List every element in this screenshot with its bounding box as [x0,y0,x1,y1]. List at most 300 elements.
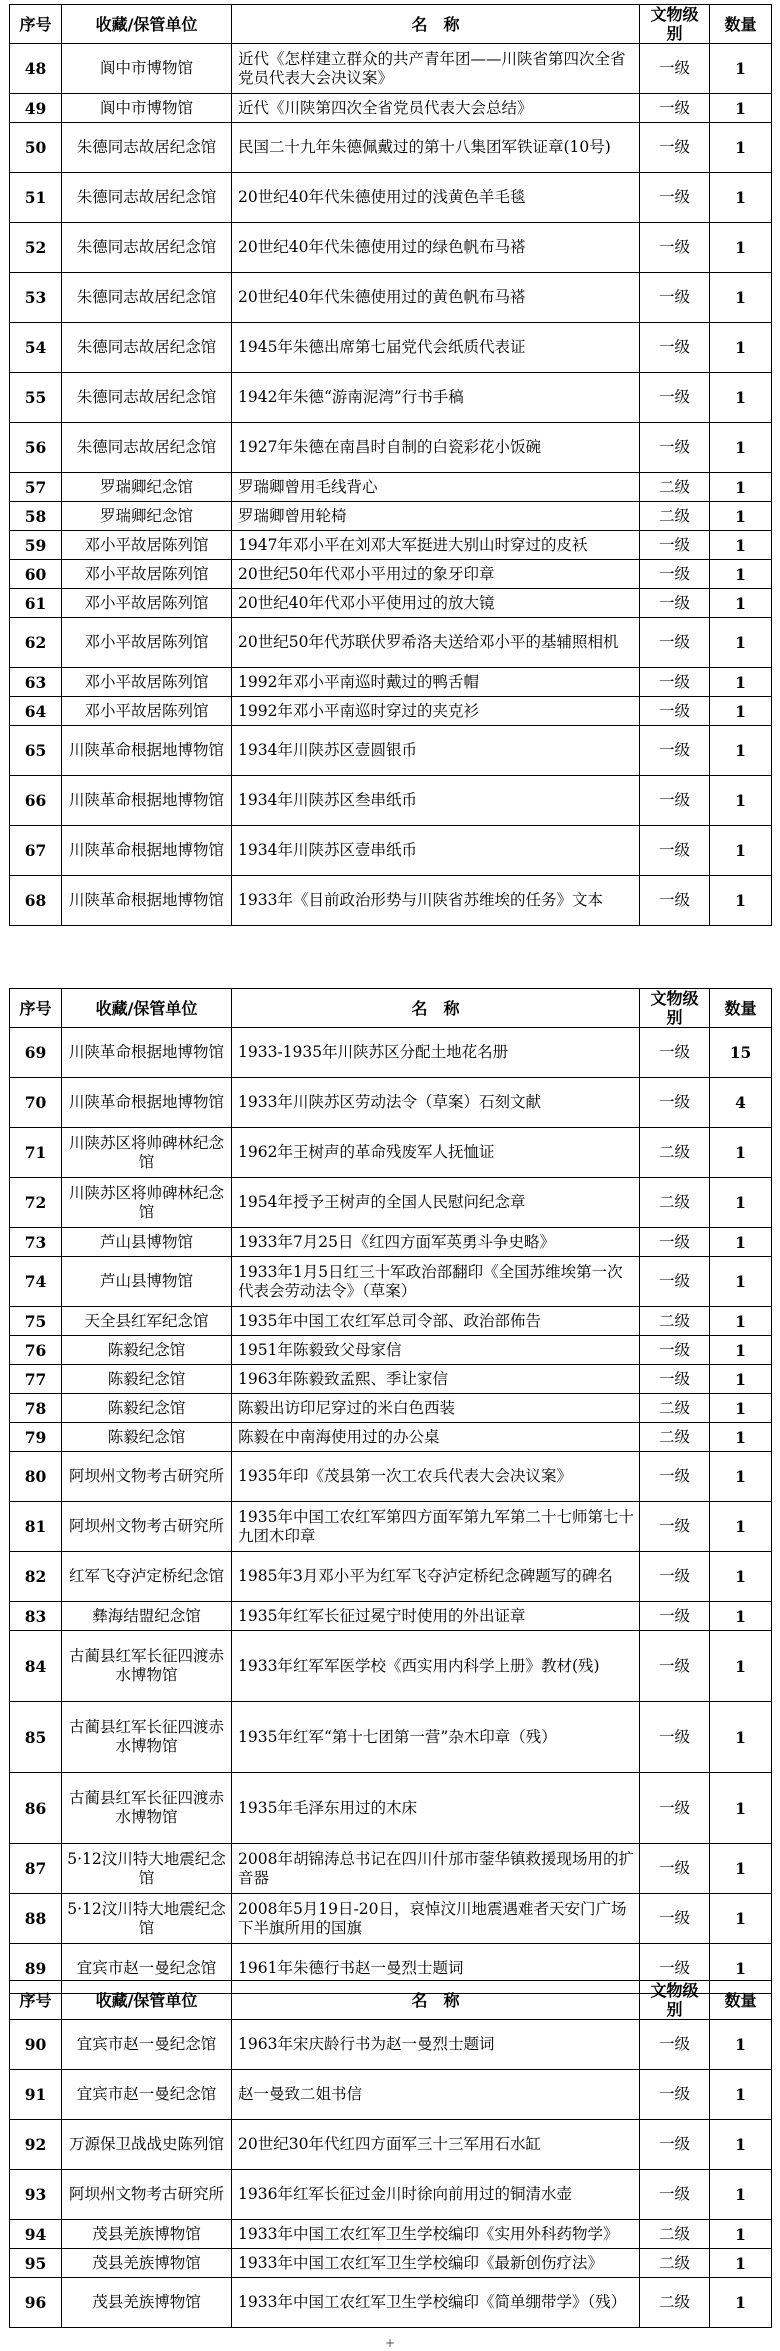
cell-no: 91 [10,2070,62,2120]
cell-unit: 古蔺县红军长征四渡赤水博物馆 [62,1773,232,1844]
cell-grade: 二级 [640,2278,710,2328]
header-qty: 数量 [710,5,772,44]
table-row [10,618,772,668]
relics-table [9,4,772,926]
cell-qty: 1 [710,776,772,826]
cell-name: 赵一曼致二姐书信 [232,2070,640,2120]
table-row [10,123,772,173]
cell-unit: 川陕革命根据地博物馆 [62,1078,232,1128]
cell-no: 95 [10,2249,62,2278]
cell-no: 63 [10,668,62,697]
cell-qty: 1 [710,560,772,589]
cell-unit: 古蔺县红军长征四渡赤水博物馆 [62,1702,232,1773]
cell-grade: 一级 [640,1452,710,1502]
cell-unit: 万源保卫战战史陈列馆 [62,2120,232,2170]
cell-unit: 茂县羌族博物馆 [62,2278,232,2328]
cell-no: 86 [10,1773,62,1844]
cell-no: 96 [10,2278,62,2328]
table-row [10,2278,772,2328]
cell-no: 90 [10,2020,62,2070]
cell-no: 66 [10,776,62,826]
cell-grade: 二级 [640,1178,710,1228]
cell-unit: 5·12汶川特大地震纪念馆 [62,1844,232,1894]
cell-qty: 1 [710,1552,772,1602]
cell-unit: 陈毅纪念馆 [62,1336,232,1365]
header-name: 名 称 [232,989,640,1028]
table-row [10,2070,772,2120]
cell-no: 70 [10,1078,62,1128]
cell-name: 20世纪50年代苏联伏罗希洛夫送给邓小平的基辅照相机 [232,618,640,668]
cell-qty: 1 [710,502,772,531]
table-row [10,1228,772,1257]
cell-name: 1927年朱德在南昌时自制的白瓷彩花小饭碗 [232,423,640,473]
cell-name: 1935年中国工农红军总司令部、政治部佈告 [232,1307,640,1336]
cell-qty: 1 [710,1502,772,1552]
cell-unit: 川陕革命根据地博物馆 [62,726,232,776]
header-qty: 数量 [710,989,772,1028]
table-row [10,502,772,531]
cell-unit: 彝海结盟纪念馆 [62,1602,232,1631]
cell-unit: 芦山县博物馆 [62,1257,232,1307]
header-no: 序号 [10,1981,62,2020]
cell-name: 陈毅在中南海使用过的办公桌 [232,1423,640,1452]
cell-unit: 阿坝州文物考古研究所 [62,2170,232,2220]
cell-unit: 茂县羌族博物馆 [62,2249,232,2278]
table-row [10,223,772,273]
cell-name: 近代《川陕第四次全省党员代表大会总结》 [232,94,640,123]
cell-no: 69 [10,1028,62,1078]
cell-name: 1962年王树声的革命残废军人抚恤证 [232,1128,640,1178]
cell-unit: 芦山县博物馆 [62,1228,232,1257]
cell-unit: 朱德同志故居纪念馆 [62,223,232,273]
cell-qty: 1 [710,123,772,173]
header-name: 名 称 [232,1981,640,2020]
cell-grade: 一级 [640,1702,710,1773]
cell-grade: 一级 [640,323,710,373]
cell-qty: 1 [710,373,772,423]
cell-no: 53 [10,273,62,323]
cell-name: 1935年印《茂县第一次工农兵代表大会决议案》 [232,1452,640,1502]
cell-no: 78 [10,1394,62,1423]
cell-qty: 1 [710,273,772,323]
cell-qty: 1 [710,1944,772,1994]
cell-name: 1935年红军“第十七团第一营”杂木印章（残） [232,1702,640,1773]
cell-no: 75 [10,1307,62,1336]
table-row [10,1452,772,1502]
table-row [10,826,772,876]
cell-qty: 1 [710,1452,772,1502]
cell-grade: 二级 [640,2249,710,2278]
cell-no: 51 [10,173,62,223]
cell-qty: 1 [710,1702,772,1773]
cell-unit: 邓小平故居陈列馆 [62,531,232,560]
cell-qty: 1 [710,1602,772,1631]
table-row [10,2120,772,2170]
cell-grade: 一级 [640,223,710,273]
cell-no: 81 [10,1502,62,1552]
cell-qty: 1 [710,2170,772,2220]
cell-no: 65 [10,726,62,776]
header-unit: 收藏/保管单位 [62,5,232,44]
table-row [10,1502,772,1552]
table-page-1 [9,4,771,926]
table-row [10,1178,772,1228]
cell-qty: 1 [710,618,772,668]
cell-qty: 1 [710,668,772,697]
cell-unit: 川陕苏区将帅碑林纪念馆 [62,1128,232,1178]
cell-grade: 一级 [640,589,710,618]
cell-no: 60 [10,560,62,589]
header-grade: 文物级别 [640,1981,710,2020]
cell-no: 61 [10,589,62,618]
cell-qty: 1 [710,1336,772,1365]
cell-grade: 二级 [640,2220,710,2249]
cell-grade: 一级 [640,373,710,423]
table-row [10,173,772,223]
cell-unit: 宜宾市赵一曼纪念馆 [62,2070,232,2120]
cell-unit: 阆中市博物馆 [62,94,232,123]
cell-name: 1942年朱德“游南泥湾”行书手稿 [232,373,640,423]
cell-grade: 一级 [640,44,710,94]
cell-grade: 一级 [640,1257,710,1307]
table-row [10,776,772,826]
cell-no: 88 [10,1894,62,1944]
cell-no: 89 [10,1944,62,1994]
cell-grade: 二级 [640,1394,710,1423]
cell-qty: 1 [710,531,772,560]
cell-grade: 一级 [640,1228,710,1257]
cell-grade: 二级 [640,1128,710,1178]
header-qty: 数量 [710,1981,772,2020]
cell-unit: 阿坝州文物考古研究所 [62,1452,232,1502]
cell-unit: 宜宾市赵一曼纪念馆 [62,1944,232,1994]
cell-unit: 朱德同志故居纪念馆 [62,123,232,173]
cell-qty: 1 [710,423,772,473]
cell-unit: 茂县羌族博物馆 [62,2220,232,2249]
cell-grade: 一级 [640,876,710,926]
cell-qty: 4 [710,1078,772,1128]
cell-qty: 1 [710,826,772,876]
cell-grade: 一级 [640,697,710,726]
cell-unit: 川陕革命根据地博物馆 [62,826,232,876]
cell-grade: 一级 [640,423,710,473]
cell-name: 20世纪40年代朱德使用过的浅黄色羊毛毯 [232,173,640,223]
cell-grade: 二级 [640,1423,710,1452]
cell-qty: 1 [710,2220,772,2249]
cell-qty: 1 [710,1257,772,1307]
cell-unit: 朱德同志故居纪念馆 [62,173,232,223]
cell-no: 56 [10,423,62,473]
cell-no: 77 [10,1365,62,1394]
cell-qty: 1 [710,44,772,94]
table-row [10,2170,772,2220]
cell-no: 74 [10,1257,62,1307]
cell-grade: 一级 [640,2070,710,2120]
header-name: 名 称 [232,5,640,44]
cell-no: 76 [10,1336,62,1365]
cell-no: 73 [10,1228,62,1257]
cell-qty: 1 [710,1365,772,1394]
cell-unit: 陈毅纪念馆 [62,1423,232,1452]
cell-unit: 朱德同志故居纪念馆 [62,273,232,323]
cell-no: 85 [10,1702,62,1773]
cell-name: 1935年中国工农红军第四方面军第九军第二十七师第七十九团木印章 [232,1502,640,1552]
cell-name: 1936年红军长征过金川时徐向前用过的铜清水壶 [232,2170,640,2220]
header-unit: 收藏/保管单位 [62,1981,232,2020]
cell-no: 49 [10,94,62,123]
cell-grade: 一级 [640,123,710,173]
cell-no: 50 [10,123,62,173]
table-row [10,2220,772,2249]
cell-name: 1963年陈毅致孟熙、季让家信 [232,1365,640,1394]
cell-no: 84 [10,1631,62,1702]
table-row [10,1844,772,1894]
table-row [10,876,772,926]
cell-no: 87 [10,1844,62,1894]
cell-name: 1933年1月5日红三十军政治部翻印《全国苏维埃第一次代表会劳动法令》（草案） [232,1257,640,1307]
table-row [10,423,772,473]
cell-grade: 一级 [640,1028,710,1078]
cell-grade: 一级 [640,1844,710,1894]
cell-name: 1934年川陕苏区壹串纸币 [232,826,640,876]
cell-no: 68 [10,876,62,926]
header-no: 序号 [10,5,62,44]
cell-name: 1963年宋庆龄行书为赵一曼烈士题词 [232,2020,640,2070]
cell-unit: 宜宾市赵一曼纪念馆 [62,2020,232,2070]
cell-unit: 罗瑞卿纪念馆 [62,473,232,502]
cell-unit: 川陕革命根据地博物馆 [62,776,232,826]
cell-unit: 朱德同志故居纪念馆 [62,323,232,373]
cell-unit: 陈毅纪念馆 [62,1365,232,1394]
cell-name: 20世纪30年代红四方面军三十三军用石水缸 [232,2120,640,2170]
cell-qty: 1 [710,876,772,926]
table-row [10,1602,772,1631]
cell-no: 62 [10,618,62,668]
cell-unit: 天全县红军纪念馆 [62,1307,232,1336]
table-row [10,726,772,776]
table-row [10,2249,772,2278]
cell-no: 79 [10,1423,62,1452]
table-row [10,273,772,323]
cell-name: 2008年胡锦涛总书记在四川什邡市蓥华镇救援现场用的扩音器 [232,1844,640,1894]
cell-qty: 1 [710,1178,772,1228]
cell-name: 20世纪40年代邓小平使用过的放大镜 [232,589,640,618]
table-row [10,1702,772,1773]
cell-qty: 1 [710,1394,772,1423]
cell-grade: 一级 [640,1552,710,1602]
table-row [10,473,772,502]
cell-grade: 一级 [640,1365,710,1394]
cell-name: 1947年邓小平在刘邓大军挺进大别山时穿过的皮袄 [232,531,640,560]
cell-name: 1934年川陕苏区叁串纸币 [232,776,640,826]
cell-no: 59 [10,531,62,560]
cell-name: 1934年川陕苏区壹圆银币 [232,726,640,776]
header-grade: 文物级别 [640,5,710,44]
cell-unit: 古蔺县红军长征四渡赤水博物馆 [62,1631,232,1702]
cell-unit: 阆中市博物馆 [62,44,232,94]
cell-grade: 一级 [640,776,710,826]
table-row [10,94,772,123]
cell-no: 57 [10,473,62,502]
table-row [10,560,772,589]
cell-unit: 邓小平故居陈列馆 [62,560,232,589]
cell-no: 55 [10,373,62,423]
page-marker: + [385,2336,396,2350]
table-row [10,1552,772,1602]
cell-grade: 一级 [640,1773,710,1844]
cell-name: 1992年邓小平南巡时穿过的夹克衫 [232,697,640,726]
cell-name: 1961年朱德行书赵一曼烈士题词 [232,1944,640,1994]
cell-name: 1933年7月25日《红四方面军英勇斗争史略》 [232,1228,640,1257]
header-grade: 文物级别 [640,989,710,1028]
table-row [10,1078,772,1128]
cell-grade: 一级 [640,2120,710,2170]
cell-qty: 1 [710,2278,772,2328]
cell-name: 1933年中国工农红军卫生学校编印《最新创伤疗法》 [232,2249,640,2278]
cell-name: 20世纪50年代邓小平用过的象牙印章 [232,560,640,589]
cell-name: 1935年毛泽东用过的木床 [232,1773,640,1844]
cell-name: 近代《怎样建立群众的共产青年团——川陕省第四次全省党员代表大会决议案》 [232,44,640,94]
cell-grade: 一级 [640,1631,710,1702]
cell-grade: 一级 [640,826,710,876]
cell-no: 72 [10,1178,62,1228]
cell-unit: 川陕革命根据地博物馆 [62,876,232,926]
cell-grade: 一级 [640,668,710,697]
cell-grade: 一级 [640,560,710,589]
table-row [10,1257,772,1307]
cell-name: 20世纪40年代朱德使用过的黄色帆布马褡 [232,273,640,323]
cell-qty: 1 [710,1773,772,1844]
cell-unit: 邓小平故居陈列馆 [62,697,232,726]
cell-name: 1933年中国工农红军卫生学校编印《简单绷带学》（残） [232,2278,640,2328]
cell-unit: 陈毅纪念馆 [62,1394,232,1423]
cell-name: 1933-1935年川陕苏区分配土地花名册 [232,1028,640,1078]
table-header-row [10,1981,772,2020]
cell-no: 80 [10,1452,62,1502]
cell-grade: 一级 [640,1944,710,1994]
table-page-2 [9,988,771,1994]
table-row [10,1028,772,1078]
table-row [10,531,772,560]
cell-no: 52 [10,223,62,273]
table-row [10,1128,772,1178]
table-row [10,44,772,94]
cell-name: 1933年中国工农红军卫生学校编印《实用外科药物学》 [232,2220,640,2249]
cell-grade: 二级 [640,473,710,502]
cell-qty: 1 [710,2249,772,2278]
cell-no: 82 [10,1552,62,1602]
cell-qty: 1 [710,697,772,726]
table-row [10,697,772,726]
cell-qty: 1 [710,1423,772,1452]
cell-name: 1945年朱德出席第七届党代会纸质代表证 [232,323,640,373]
cell-grade: 一级 [640,273,710,323]
relics-table [9,988,772,1994]
cell-qty: 1 [710,223,772,273]
cell-name: 罗瑞卿曾用毛线背心 [232,473,640,502]
cell-qty: 1 [710,726,772,776]
cell-qty: 1 [710,1844,772,1894]
cell-name: 民国二十九年朱德佩戴过的第十八集团军铁证章(10号) [232,123,640,173]
table-row [10,1394,772,1423]
cell-unit: 邓小平故居陈列馆 [62,668,232,697]
cell-name: 1933年红军军医学校《西实用内科学上册》教材(残) [232,1631,640,1702]
cell-name: 1933年川陕苏区劳动法令（草案）石刻文献 [232,1078,640,1128]
cell-no: 67 [10,826,62,876]
cell-grade: 一级 [640,1894,710,1944]
cell-unit: 朱德同志故居纪念馆 [62,423,232,473]
cell-no: 71 [10,1128,62,1178]
cell-unit: 邓小平故居陈列馆 [62,618,232,668]
cell-grade: 一级 [640,1078,710,1128]
cell-no: 48 [10,44,62,94]
cell-grade: 一级 [640,2170,710,2220]
table-row [10,2020,772,2070]
cell-unit: 川陕革命根据地博物馆 [62,1028,232,1078]
cell-qty: 1 [710,2020,772,2070]
cell-grade: 一级 [640,173,710,223]
cell-name: 2008年5月19日-20日，哀悼汶川地震遇难者天安门广场下半旗所用的国旗 [232,1894,640,1944]
table-row [10,668,772,697]
table-header-row [10,989,772,1028]
cell-unit: 阿坝州文物考古研究所 [62,1502,232,1552]
cell-name: 1935年红军长征过冕宁时使用的外出证章 [232,1602,640,1631]
cell-name: 1985年3月邓小平为红军飞夺泸定桥纪念碑题写的碑名 [232,1552,640,1602]
cell-grade: 一级 [640,94,710,123]
table-row [10,1894,772,1944]
cell-unit: 朱德同志故居纪念馆 [62,373,232,423]
cell-no: 93 [10,2170,62,2220]
table-page-3 [9,1980,771,2328]
table-row [10,1365,772,1394]
cell-no: 58 [10,502,62,531]
table-row [10,373,772,423]
table-header-row [10,5,772,44]
cell-unit: 川陕苏区将帅碑林纪念馆 [62,1178,232,1228]
cell-unit: 罗瑞卿纪念馆 [62,502,232,531]
cell-qty: 1 [710,2070,772,2120]
cell-grade: 一级 [640,1336,710,1365]
cell-grade: 二级 [640,1307,710,1336]
cell-no: 92 [10,2120,62,2170]
cell-qty: 1 [710,1894,772,1944]
cell-no: 83 [10,1602,62,1631]
cell-name: 20世纪40年代朱德使用过的绿色帆布马褡 [232,223,640,273]
cell-name: 陈毅出访印尼穿过的米白色西装 [232,1394,640,1423]
cell-no: 54 [10,323,62,373]
table-row [10,1336,772,1365]
cell-no: 64 [10,697,62,726]
cell-qty: 1 [710,1631,772,1702]
cell-qty: 1 [710,323,772,373]
cell-name: 1933年《目前政治形势与川陕省苏维埃的任务》文本 [232,876,640,926]
cell-no: 94 [10,2220,62,2249]
cell-qty: 1 [710,589,772,618]
cell-qty: 1 [710,173,772,223]
cell-qty: 1 [710,2120,772,2170]
header-no: 序号 [10,989,62,1028]
cell-qty: 1 [710,1128,772,1178]
cell-grade: 一级 [640,1502,710,1552]
cell-unit: 红军飞夺泸定桥纪念馆 [62,1552,232,1602]
header-unit: 收藏/保管单位 [62,989,232,1028]
cell-grade: 二级 [640,502,710,531]
table-row [10,323,772,373]
table-row [10,1631,772,1702]
cell-name: 1992年邓小平南巡时戴过的鸭舌帽 [232,668,640,697]
cell-qty: 1 [710,94,772,123]
cell-qty: 1 [710,1307,772,1336]
